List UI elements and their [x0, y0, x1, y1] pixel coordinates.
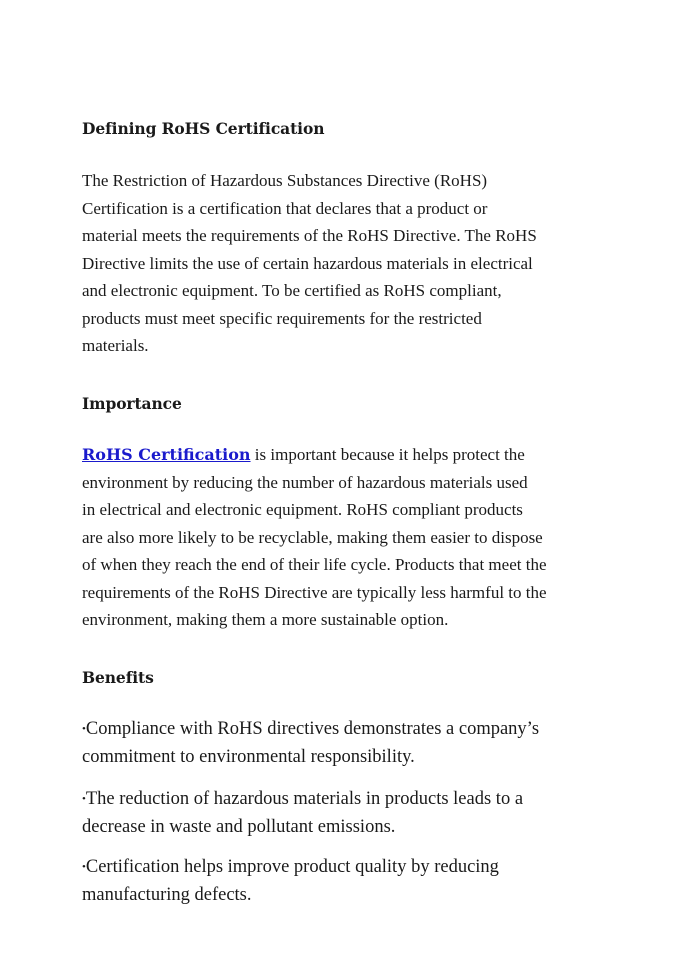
paragraph-line: products must meet specific requirements for the restricted: [82, 308, 482, 328]
paragraph-line: The Restriction of Hazardous Substances Directive (RoHS): [82, 171, 488, 190]
paragraph-line: and electronic equipment. To be certified as RoHS compliant,: [82, 281, 502, 300]
paragraph-line: Certification is a certification that declares that a product or: [82, 198, 488, 218]
bullet-line: [82, 785, 612, 813]
paragraph-line: requirements of the RoHS Directive are typically less harmful to the: [82, 582, 547, 602]
bullet-line: [82, 853, 612, 881]
bullet-line: decrease in waste and pollutant emissions.: [82, 817, 396, 837]
bullet-text: The reduction of hazardous materials in products leads to a: [85, 789, 524, 809]
paragraph-line: materials.: [82, 336, 149, 355]
paragraph-line: environment by reducing the number of hazardous materials used: [82, 472, 528, 492]
paragraph-line: of when they reach the end of their life cycle. Products that meet the: [82, 555, 547, 574]
bullet-line: commitment to environmental responsibility.: [82, 747, 415, 767]
paragraph-line: [82, 441, 612, 469]
paragraph-text: is important because it helps protect the: [250, 445, 525, 464]
bullet-text: Certification helps improve product quality by reducing: [85, 857, 499, 877]
rohs-certification-link[interactable]: RoHS Certification: [82, 445, 251, 464]
importance-paragraph: [82, 441, 612, 634]
paragraph-line: Directive limits the use of certain hazardous materials in electrical: [82, 253, 533, 273]
benefit-item: [82, 853, 612, 909]
benefit-item: [82, 785, 612, 841]
paragraph-line: environment, making them a more sustainable option.: [82, 610, 449, 629]
paragraph-line: in electrical and electronic equipment. RoHS compliant products: [82, 500, 523, 519]
bullet-line: [82, 715, 612, 743]
benefit-item: [82, 715, 612, 771]
section-heading-importance: Importance: [82, 394, 182, 413]
section-heading-defining: Defining RoHS Certification: [82, 119, 325, 138]
paragraph-line: are also more likely to be recyclable, making them easier to dispose: [82, 527, 543, 547]
bullet-icon: •: [82, 723, 86, 735]
bullet-text: Compliance with RoHS directives demonstrates a company’s: [85, 719, 540, 739]
paragraph-line: material meets the requirements of the RoHS Directive. The RoHS: [82, 226, 537, 245]
bullet-line: manufacturing defects.: [82, 885, 252, 905]
definition-paragraph: [82, 167, 612, 360]
bullet-icon: •: [82, 861, 86, 873]
bullet-icon: •: [82, 793, 86, 805]
section-heading-benefits: Benefits: [82, 668, 154, 687]
